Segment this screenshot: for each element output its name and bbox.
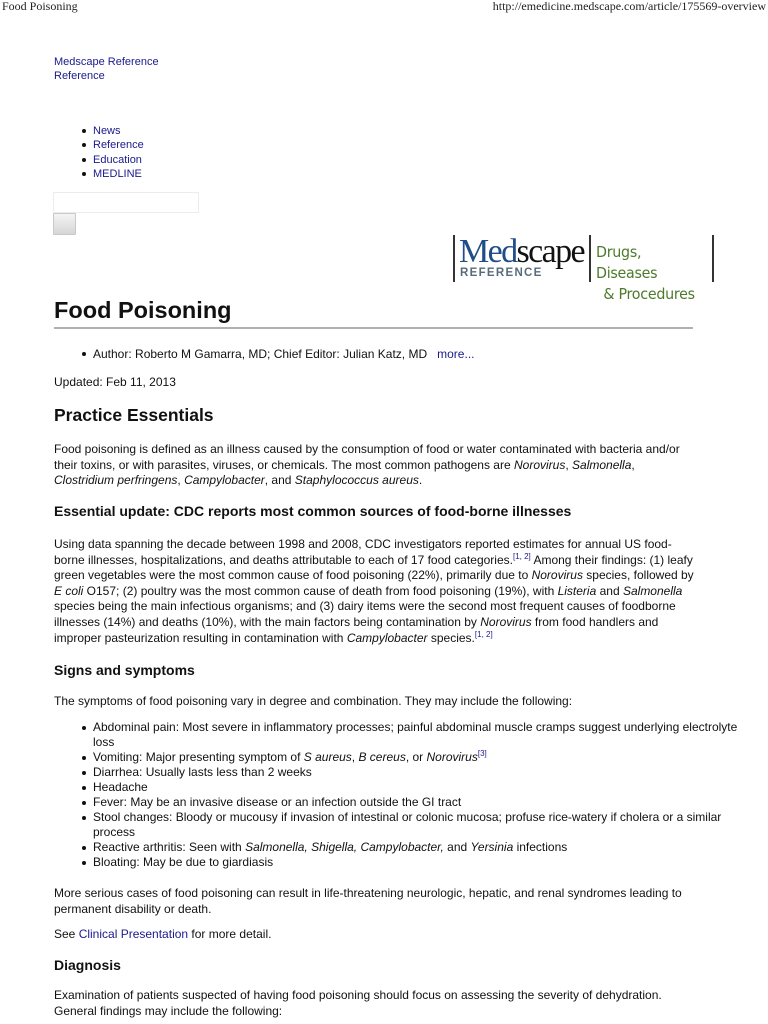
intro-paragraph: Food poisoning is defined as an illness caused by the consumption of food or water contaminated with bacteria and/or their toxins, or with parasites, viruses, or chemicals. The most common pathogens are Norovirus, Salmonella, Clostridium perfringens, Campylobacter, and Staphylococcus aureus. — [54, 442, 680, 488]
reference-3-link[interactable]: [3] — [477, 749, 487, 758]
logo-wordmark: Medscape — [459, 233, 585, 270]
print-header — [0, 0, 768, 14]
reference-1-2-link[interactable]: [1, 2] — [512, 551, 531, 561]
list-item: Bloating: May be due to giardiasis — [93, 855, 743, 870]
list-item: Abdominal pain: Most severe in inflammatory processes; painful abdominal muscle cramps suggest underlying electrolyte loss — [93, 720, 743, 750]
symptoms-list — [54, 720, 743, 870]
print-header-title: Food Poisoning — [2, 0, 78, 13]
updated-date: Updated: Feb 11, 2013 — [54, 375, 176, 389]
signs-symptoms-heading: Signs and symptoms — [54, 662, 195, 678]
author-item — [93, 347, 474, 361]
logo-subbrand: REFERENCE — [460, 267, 543, 279]
diagnosis-paragraph: Examination of patients suspected of having food poisoning should focus on assessing the severity of dehydration. General findings may include the following: — [54, 988, 662, 1018]
signs-intro: The symptoms of food poisoning vary in degree and combination. They may include the following: — [54, 694, 573, 708]
serious-cases-paragraph: More serious cases of food poisoning can result in life-threatening neurologic, hepatic, and renal syndromes leading to permanent disability or death. — [54, 886, 682, 916]
nav-item-medline — [93, 167, 144, 181]
search-input[interactable] — [53, 192, 199, 213]
nav-item-news — [93, 124, 144, 138]
nav-link-education[interactable]: Education — [93, 153, 142, 166]
search-button[interactable] — [53, 213, 76, 235]
author-list — [54, 347, 474, 361]
medscape-logo[interactable] — [453, 233, 715, 303]
nav-link-reference[interactable]: Reference — [93, 139, 144, 152]
author-line: Author: Roberto M Gamarra, MD; Chief Editor: Julian Katz, MD — [93, 347, 428, 361]
logo-left-bar — [453, 235, 455, 282]
nav-link-medline[interactable]: MEDLINE — [93, 167, 142, 180]
essential-update-heading: Essential update: CDC reports most common sources of food-borne illnesses — [54, 503, 572, 519]
top-nav — [54, 124, 144, 181]
essential-update-paragraph: Using data spanning the decade between 1998 and 2008, CDC investigators reported estimates for annual US food-borne illnesses, hospitalizations, and deaths attributable to each of 17 food categories.[1, 2] Among their findings: (1) leafy green vegetables were the most common cause of food poisoning (22%), primarily due to Norovirus species, followed by E coli O157; (2) poultry was the most common cause of death from food poisoning (19%), with Listeria and Salmonella species being the main infectious organisms; and (3) dairy items were the second most frequent causes of foodborne illnesses (14%) and deaths (10%), with the main factors being contamination by Norovirus from food handlers and improper pasteurization resulting in contamination with Campylobacter species.[1, 2] — [54, 537, 694, 645]
medscape-reference-link[interactable]: Medscape Reference — [54, 56, 159, 68]
page-title: Food Poisoning — [54, 297, 232, 323]
more-authors-link[interactable]: more... — [437, 347, 475, 361]
practice-essentials-heading: Practice Essentials — [54, 405, 214, 425]
site-links — [54, 56, 159, 83]
nav-link-news[interactable]: News — [93, 125, 121, 137]
reference-link[interactable]: Reference — [54, 69, 105, 82]
title-divider — [54, 327, 693, 329]
list-item: Stool changes: Bloody or mucousy if invasion of intestinal or colonic mucosa; profuse rice-watery if cholera or a similar process — [93, 810, 743, 840]
nav-item-reference — [93, 138, 144, 152]
nav-item-education — [93, 153, 144, 167]
list-item: Reactive arthritis: Seen with Salmonella, Shigella, Campylobacter, and Yersinia infections — [93, 840, 743, 855]
reference-1-2-link-2[interactable]: [1, 2] — [474, 629, 493, 639]
diagnosis-heading: Diagnosis — [54, 957, 121, 973]
logo-divider — [589, 235, 591, 282]
list-item: Fever: May be an invasive disease or an infection outside the GI tract — [93, 795, 743, 810]
clinical-presentation-link[interactable]: Clinical Presentation — [78, 927, 189, 941]
list-item: Headache — [93, 780, 743, 795]
list-item: Diarrhea: Usually lasts less than 2 weeks — [93, 765, 743, 780]
logo-tagline: Drugs, Diseases & Procedures — [596, 243, 695, 303]
see-more-line: See Clinical Presentation for more detail. — [54, 927, 272, 941]
logo-right-bar — [712, 235, 714, 282]
print-header-url: http://emedicine.medscape.com/article/175569-overview — [492, 0, 766, 13]
list-item: Vomiting: Major presenting symptom of S aureus, B cereus, or Norovirus[3] — [93, 750, 743, 765]
